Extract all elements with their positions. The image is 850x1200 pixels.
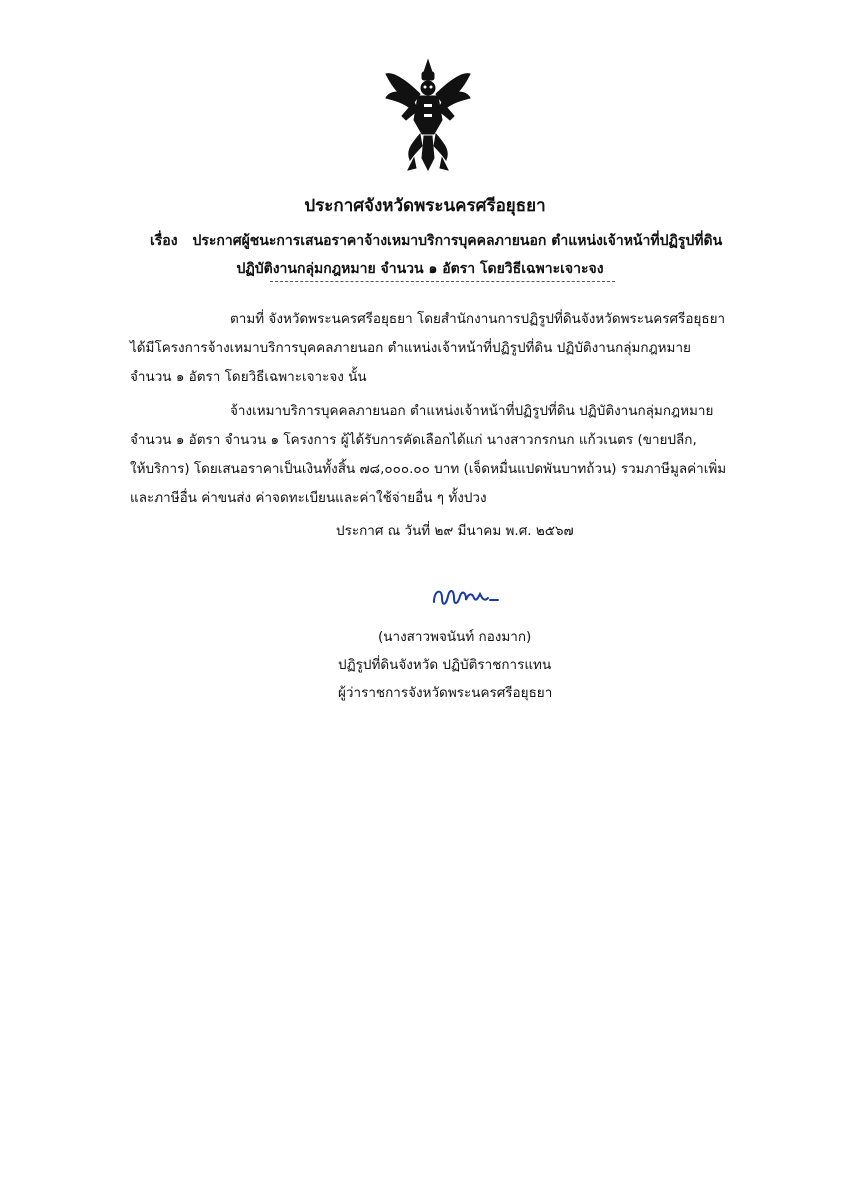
- garuda-emblem-icon: [384, 58, 472, 176]
- document-title: ประกาศจังหวัดพระนครศรีอยุธยา: [304, 196, 546, 216]
- paragraph-line: ตามที่ จังหวัดพระนครศรีอยุธยา โดยสำนักงานการปฏิรูปที่ดินจังหวัดพระนครศรีอยุธยา: [230, 311, 726, 327]
- paragraph-line: ให้บริการ) โดยเสนอราคาเป็นเงินทั้งสิ้น ๗๘,๐๐๐.๐๐ บาท (เจ็ดหมื่นแปดพันบาทถ้วน) รวมภาษีมูลค่าเพิ่ม: [130, 461, 727, 477]
- subject-line-1: ประกาศผู้ชนะการเสนอราคาจ้างเหมาบริการบุคคลภายนอก ตำแหน่งเจ้าหน้าที่ปฏิรูปที่ดิน: [192, 233, 723, 249]
- document-subject: [150, 227, 770, 283]
- paragraph-line: ได้มีโครงการจ้างเหมาบริการบุคคลภายนอก ตำแหน่งเจ้าหน้าที่ปฏิรูปที่ดิน ปฏิบัติงานกลุ่มกฎหมาย: [130, 340, 691, 356]
- paragraph-line: จำนวน ๑ อัตรา จำนวน ๑ โครงการ ผู้ได้รับการคัดเลือกได้แก่ นางสาวกรกนก แก้วเนตร (ขายปลีก,: [130, 432, 697, 448]
- paragraph-2: [130, 397, 775, 513]
- signer-name: (นางสาวพจนันท์ กองมาก): [378, 629, 532, 645]
- paragraph-1: [130, 305, 775, 392]
- paragraph-line: จำนวน ๑ อัตรา โดยวิธีเฉพาะเจาะจง นั้น: [130, 369, 367, 385]
- signer-position-2: ผู้ว่าราชการจังหวัดพระนครศรีอยุธยา: [338, 685, 553, 701]
- paragraph-line: จ้างเหมาบริการบุคคลภายนอก ตำแหน่งเจ้าหน้าที่ปฏิรูปที่ดิน ปฏิบัติงานกลุ่มกฎหมาย: [230, 403, 714, 419]
- subject-label: เรื่อง: [150, 233, 178, 249]
- paragraph-line: และภาษีอื่น ค่าขนส่ง ค่าจดทะเบียนและค่าใช้จ่ายอื่น ๆ ทั้งปวง: [130, 490, 487, 506]
- handwritten-signature: [428, 580, 518, 616]
- signer-position-1: ปฏิรูปที่ดินจังหวัด ปฏิบัติราชการแทน: [338, 657, 552, 673]
- signature-block: [338, 623, 552, 707]
- announcement-date: ประกาศ ณ วันที่ ๒๙ มีนาคม พ.ศ. ๒๕๖๗: [336, 523, 574, 539]
- subject-line-2: ปฏิบัติงานกลุ่มกฎหมาย จำนวน ๑ อัตรา โดยวิธีเฉพาะเจาะจง: [236, 261, 604, 277]
- separator-line: [270, 281, 615, 282]
